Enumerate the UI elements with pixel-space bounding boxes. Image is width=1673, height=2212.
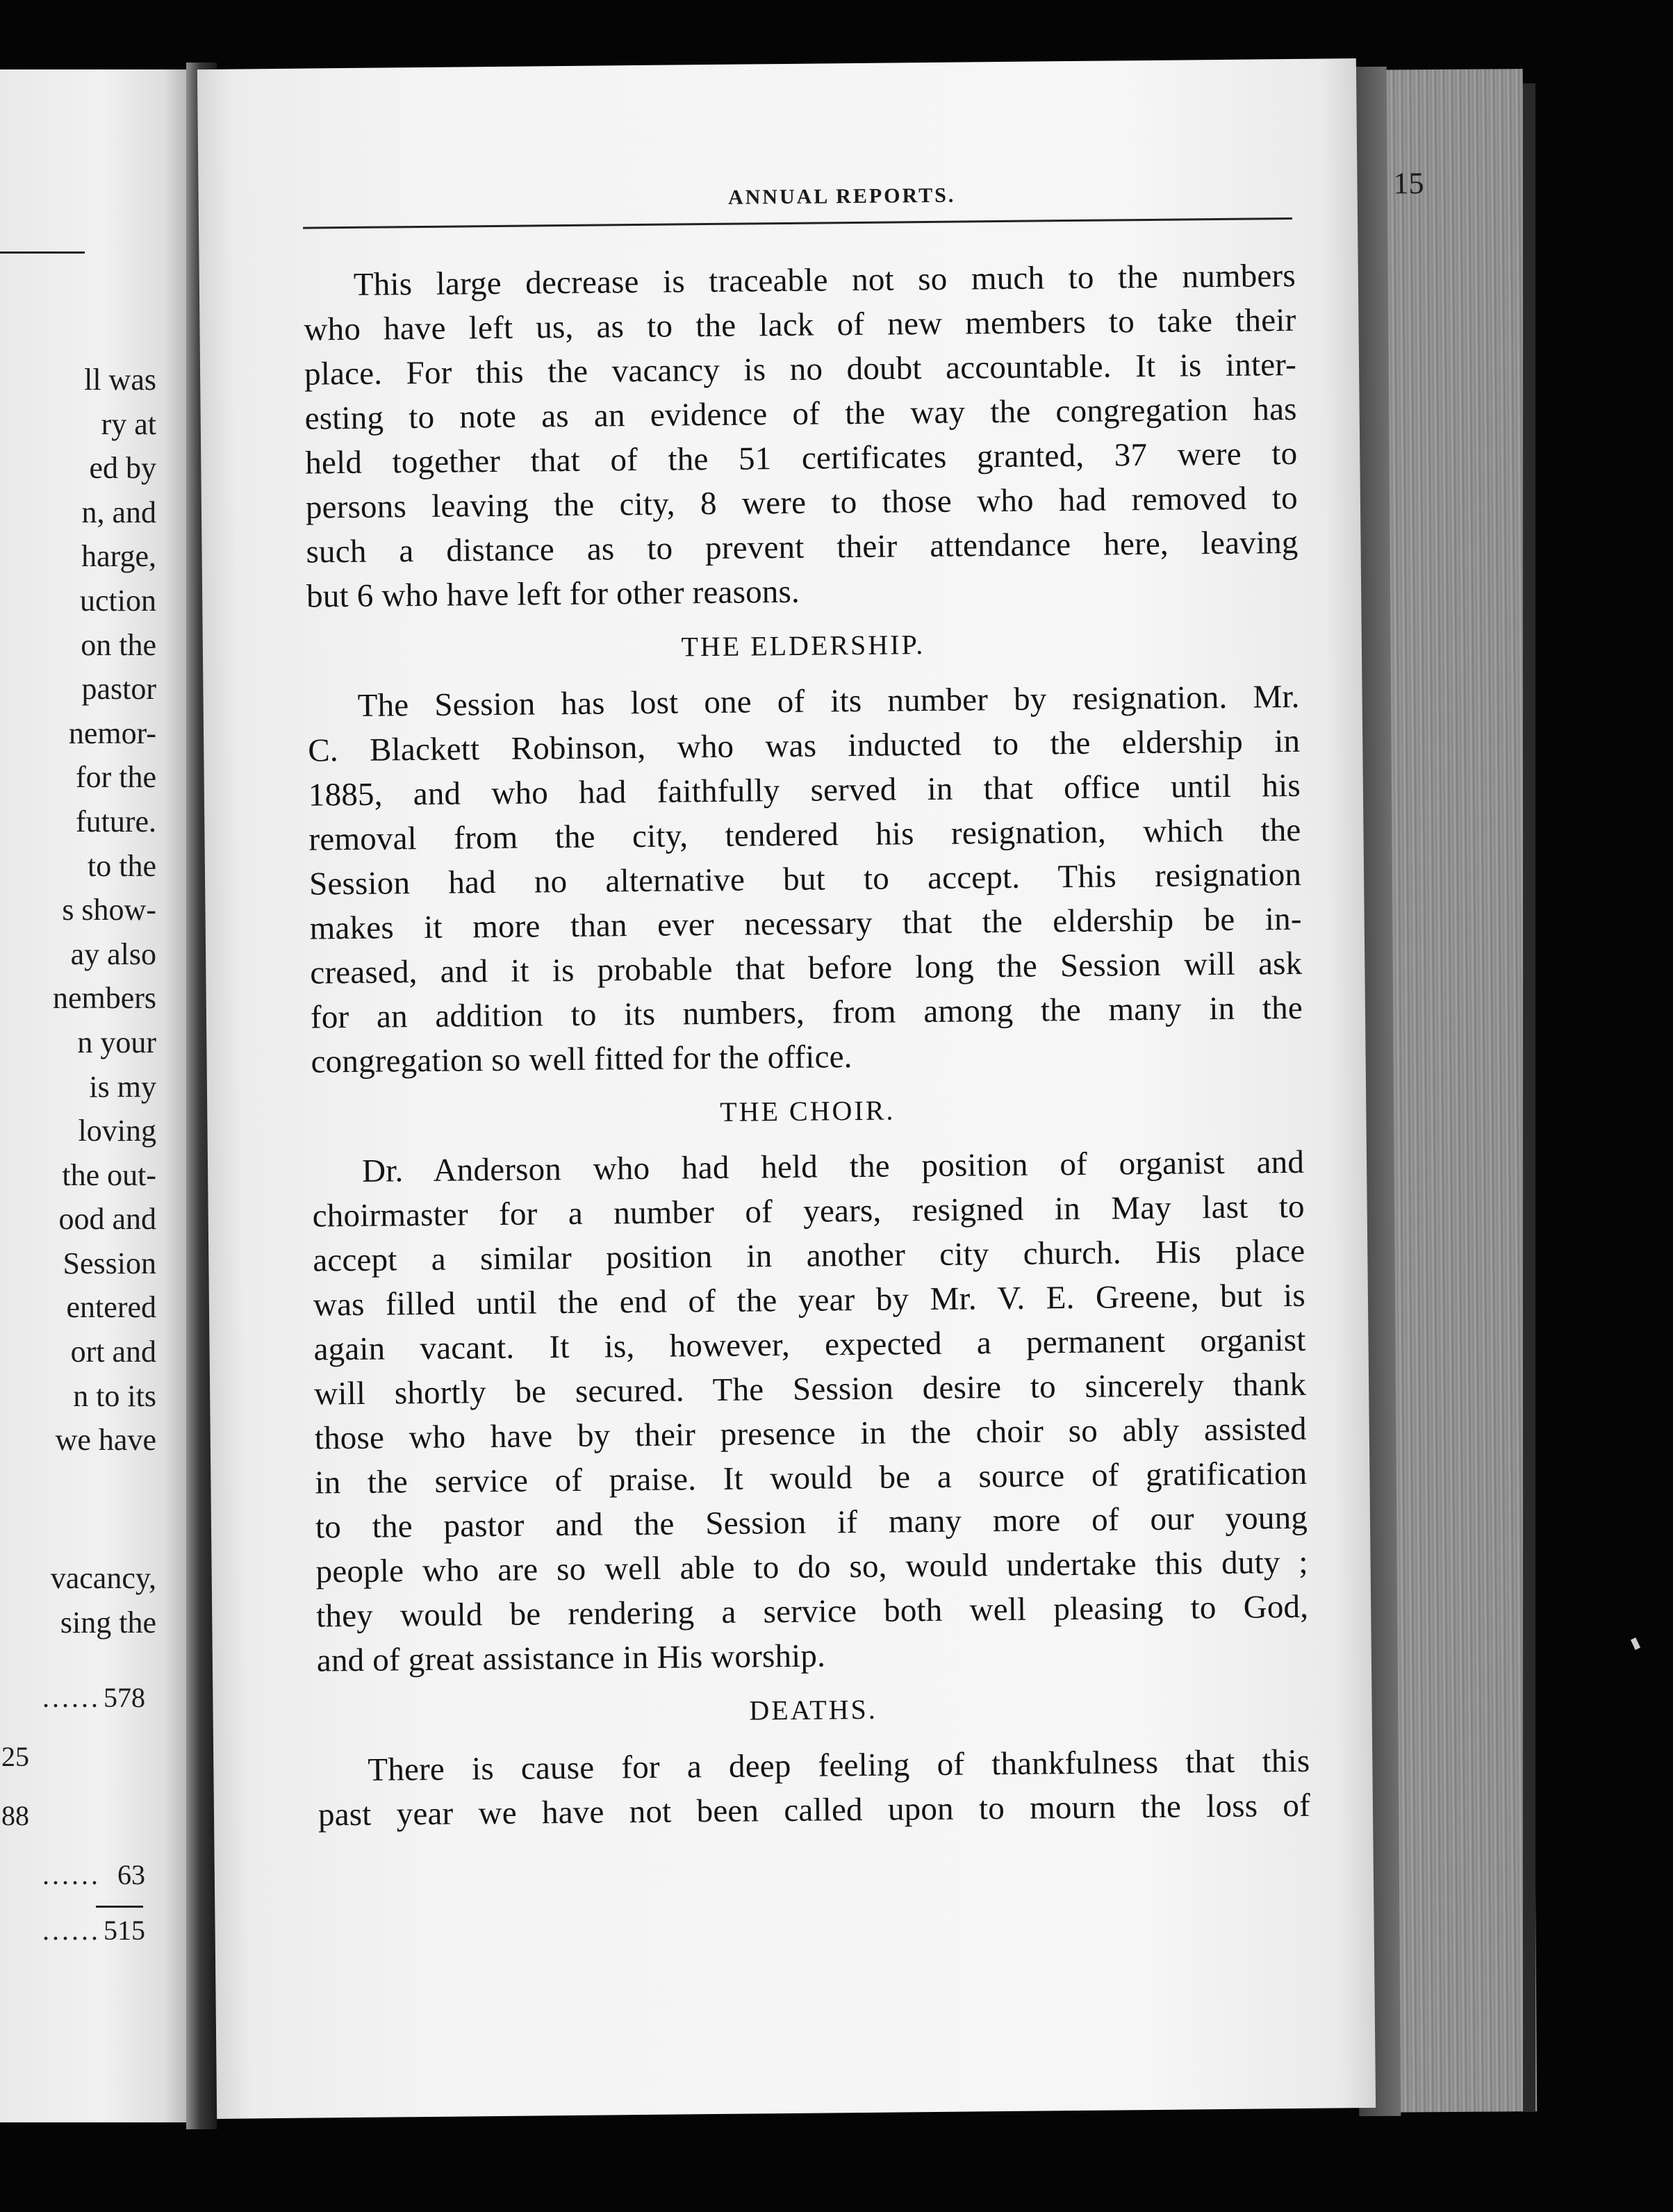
left-line: ll was — [84, 363, 156, 397]
page-stack-border — [1523, 83, 1535, 2112]
text-line: people who are so well able to do so, would undertake this duty ; — [315, 1544, 1308, 1590]
section-heading-deaths: DEATHS. — [749, 1693, 877, 1726]
stray-mark — [1631, 1637, 1640, 1650]
stat-value: 578 — [104, 1682, 145, 1713]
left-facing-page — [0, 69, 186, 2122]
left-line: nemor- — [68, 716, 156, 750]
text-line: place. For this the vacancy is no doubt accountable. It is inter- — [304, 346, 1297, 393]
left-stat-row — [0, 1799, 156, 1841]
left-page-tail-text — [0, 1556, 156, 1645]
left-line: n to its — [73, 1378, 156, 1413]
stat-value: 63 — [117, 1859, 145, 1890]
sum-rule — [96, 1906, 143, 1908]
text-line: will shortly be secured. The Session desire to sincerely thank — [313, 1366, 1307, 1412]
left-line: is my — [89, 1069, 156, 1104]
section-heading-eldership: THE ELDERSHIP. — [681, 629, 925, 663]
left-line: sing the — [60, 1606, 156, 1640]
page-body — [304, 254, 1311, 1838]
left-line: on the — [81, 627, 156, 662]
left-line: future. — [75, 804, 156, 839]
header-rule — [303, 217, 1292, 229]
left-line: nembers — [52, 981, 156, 1016]
text-line: they would be rendering a service both well pleasing to God, — [316, 1588, 1309, 1635]
left-stat-row — [0, 1914, 156, 1956]
left-line: we have — [55, 1423, 156, 1458]
left-line: the out- — [62, 1157, 156, 1192]
left-line: ood and — [58, 1202, 156, 1237]
paragraph-eldership — [307, 675, 1303, 1084]
text-line: This large decrease is traceable not so much to the numbers — [353, 257, 1296, 303]
leader-dots: ...... — [42, 1915, 101, 1946]
text-line: removal from the city, tendered his resignation, which the — [308, 811, 1301, 858]
text-line: for an addition to its numbers, from among the many in the — [310, 989, 1303, 1036]
text-line: who have left us, as to the lack of new members to take their — [304, 302, 1296, 348]
left-line: uction — [80, 583, 156, 618]
left-line: loving — [78, 1114, 156, 1148]
text-line: makes it more than ever necessary that the eldership be in- — [309, 900, 1302, 947]
text-line: such a distance as to prevent their attendance here, leaving — [306, 524, 1299, 570]
main-page — [197, 58, 1424, 2119]
left-line: n your — [77, 1025, 156, 1059]
text-line: C. Blackett Robinson, who was inducted to the eldership in — [308, 723, 1301, 769]
text-line: to the pastor and the Session if many more of our young — [315, 1499, 1308, 1546]
text-line: congregation so well fitted for the office. — [311, 1039, 852, 1080]
text-line: Dr. Anderson who had held the position of organist and — [361, 1144, 1305, 1189]
paragraph-intro — [304, 254, 1299, 619]
left-line: harge, — [81, 539, 156, 574]
left-line: entered — [66, 1290, 156, 1325]
text-line: creased, and it is probable that before long the Session will ask — [310, 945, 1303, 991]
text-line: again vacant. It is, however, expected a permanent organist — [313, 1321, 1306, 1368]
text-line: and of great assistance in His worship. — [316, 1637, 826, 1679]
leader-dots: ...... — [42, 1859, 101, 1890]
left-stat-row — [0, 1740, 156, 1782]
stat-value: 88 — [1, 1800, 29, 1831]
left-line: ort and — [70, 1335, 156, 1369]
paragraph-deaths — [318, 1739, 1310, 1838]
left-line: s show- — [62, 893, 156, 927]
text-line: but 6 who have left for other reasons. — [306, 573, 800, 615]
text-line: accept a similar position in another city church. His place — [313, 1232, 1305, 1279]
left-line: n, and — [81, 495, 156, 529]
left-line: ay also — [70, 936, 156, 971]
text-line: There is cause for a deep feeling of thankfulness that this — [368, 1742, 1310, 1788]
text-line: 1885, and who had faithfully served in that office until his — [308, 767, 1301, 814]
text-line: past year we have not been called upon to mourn the loss of — [318, 1787, 1311, 1833]
text-line: The Session has lost one of its number by resignation. Mr. — [357, 678, 1300, 724]
text-line: in the service of praise. It would be a source of gratification — [315, 1455, 1308, 1501]
paragraph-choir — [312, 1140, 1309, 1683]
page-number: 15 — [1393, 166, 1424, 201]
left-line: vacancy, — [50, 1561, 156, 1595]
left-line: to the — [88, 848, 156, 883]
section-heading-choir: THE CHOIR. — [719, 1094, 896, 1128]
left-stat-row — [0, 1858, 156, 1900]
left-page-text — [0, 358, 156, 1462]
left-stat-row — [0, 1681, 156, 1723]
left-line: for the — [75, 760, 156, 795]
left-line: pastor — [81, 672, 156, 707]
text-line: choirmaster for a number of years, resigned in May last to — [312, 1188, 1305, 1235]
stat-value: 515 — [104, 1915, 145, 1946]
left-line: ry at — [101, 406, 156, 441]
stat-value: 25 — [1, 1741, 29, 1772]
left-line: Session — [63, 1246, 156, 1280]
text-line: those who have by their presence in the choir so ably assisted — [314, 1410, 1307, 1457]
left-page-rule — [0, 251, 85, 254]
left-line: ed by — [89, 451, 156, 486]
running-head: ANNUAL REPORTS. — [727, 183, 956, 209]
leader-dots: ...... — [42, 1682, 101, 1713]
text-line: held together that of the 51 certificates granted, 37 were to — [305, 435, 1298, 481]
text-line: Session had no alternative but to accept. This resignation — [308, 856, 1302, 902]
text-line: esting to note as an evidence of the way the congregation has — [304, 390, 1297, 437]
text-line: persons leaving the city, 8 were to those who had removed to — [305, 479, 1299, 526]
text-line: was filled until the end of the year by Mr. V. E. Greene, but is — [313, 1277, 1306, 1323]
